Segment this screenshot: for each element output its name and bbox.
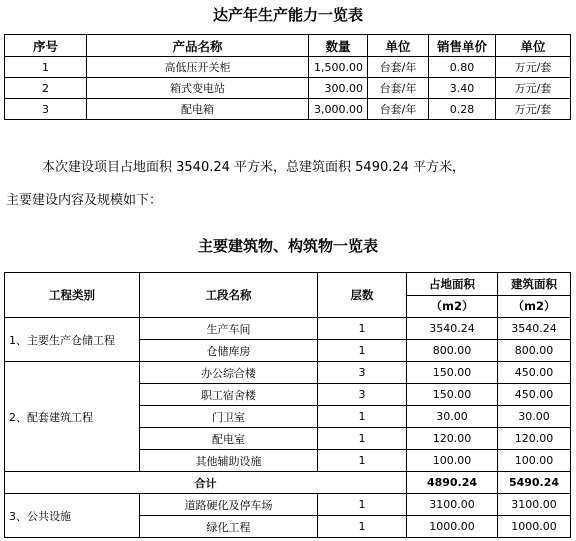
table-row bbox=[5, 494, 571, 516]
cell-build-area: 450.00 bbox=[498, 362, 571, 384]
cell-section-name: 生产车间 bbox=[140, 318, 318, 340]
cell-land-area: 150.00 bbox=[407, 384, 498, 406]
table-row bbox=[5, 57, 571, 78]
cell-build-area: 30.00 bbox=[498, 406, 571, 428]
cell-section-name: 绿化工程 bbox=[140, 516, 318, 538]
cell-build-area: 100.00 bbox=[498, 450, 571, 472]
cell-quantity: 3,000.00 bbox=[309, 99, 368, 120]
cell-index: 1 bbox=[5, 57, 87, 78]
cell-floors: 1 bbox=[318, 340, 407, 362]
header-build-area: 建筑面积 bbox=[498, 273, 571, 296]
header-price-unit: 单位 bbox=[496, 35, 571, 57]
table1-title: 达产年生产能力一览表 bbox=[212, 6, 363, 24]
cell-unit: 台套/年 bbox=[368, 78, 429, 99]
header-build-area-unit: （m2） bbox=[498, 295, 571, 318]
cell-section-name: 其他辅助设施 bbox=[140, 450, 318, 472]
cell-land-area: 30.00 bbox=[407, 406, 498, 428]
header-category: 工程类别 bbox=[5, 273, 140, 318]
cell-unit: 台套/年 bbox=[368, 99, 429, 120]
cell-land-area: 1000.00 bbox=[407, 516, 498, 538]
cell-unit: 台套/年 bbox=[368, 57, 429, 78]
cell-section-name: 办公综合楼 bbox=[140, 362, 318, 384]
subtotal-row bbox=[5, 472, 571, 494]
cell-land-area: 800.00 bbox=[407, 340, 498, 362]
header-floors: 层数 bbox=[318, 273, 407, 318]
cell-index: 3 bbox=[5, 99, 87, 120]
header-quantity: 数量 bbox=[309, 35, 368, 57]
cell-land-area: 3540.24 bbox=[407, 318, 498, 340]
table-row bbox=[5, 318, 571, 340]
table-row bbox=[5, 362, 571, 384]
cell-build-area: 800.00 bbox=[498, 340, 571, 362]
cell-section-name: 配电室 bbox=[140, 428, 318, 450]
cell-index: 2 bbox=[5, 78, 87, 99]
cell-section-name: 仓储库房 bbox=[140, 340, 318, 362]
header-product-name: 产品名称 bbox=[87, 35, 309, 57]
cell-land-area: 120.00 bbox=[407, 428, 498, 450]
cell-floors: 1 bbox=[318, 318, 407, 340]
header-unit-price: 销售单价 bbox=[429, 35, 496, 57]
cell-floors: 3 bbox=[318, 384, 407, 406]
production-capacity-table bbox=[4, 34, 571, 120]
cell-price-unit: 万元/套 bbox=[496, 78, 571, 99]
header-unit: 单位 bbox=[368, 35, 429, 57]
paragraph-line-2: 主要建设内容及规模如下： bbox=[6, 193, 163, 208]
cell-unit-price: 0.28 bbox=[429, 99, 496, 120]
cell-price-unit: 万元/套 bbox=[496, 99, 571, 120]
cell-land-area: 100.00 bbox=[407, 450, 498, 472]
cell-land-area: 3100.00 bbox=[407, 494, 498, 516]
subtotal-build-area: 5490.24 bbox=[498, 472, 571, 494]
cell-section-name: 职工宿舍楼 bbox=[140, 384, 318, 406]
cell-build-area: 3100.00 bbox=[498, 494, 571, 516]
cell-floors: 3 bbox=[318, 362, 407, 384]
cell-quantity: 1,500.00 bbox=[309, 57, 368, 78]
header-index: 序号 bbox=[5, 35, 87, 57]
subtotal-label: 合计 bbox=[5, 472, 407, 494]
cell-section-name: 道路硬化及停车场 bbox=[140, 494, 318, 516]
paragraph-line-1: 本次建设项目占地面积 3540.24 平方米，总建筑面积 5490.24 平方米， bbox=[42, 160, 466, 175]
cell-build-area: 120.00 bbox=[498, 428, 571, 450]
cell-build-area: 1000.00 bbox=[498, 516, 571, 538]
header-section-name: 工段名称 bbox=[140, 273, 318, 318]
buildings-table bbox=[4, 272, 571, 538]
table-row bbox=[5, 78, 571, 99]
table-header-row bbox=[5, 273, 571, 296]
cell-product-name: 高低压开关柜 bbox=[87, 57, 309, 78]
cell-section-name: 门卫室 bbox=[140, 406, 318, 428]
cell-floors: 1 bbox=[318, 406, 407, 428]
cell-quantity: 300.00 bbox=[309, 78, 368, 99]
cell-build-area: 450.00 bbox=[498, 384, 571, 406]
cell-build-area: 3540.24 bbox=[498, 318, 571, 340]
table-header-row bbox=[5, 35, 571, 57]
cell-floors: 1 bbox=[318, 516, 407, 538]
cell-floors: 1 bbox=[318, 428, 407, 450]
cell-floors: 1 bbox=[318, 494, 407, 516]
cell-unit-price: 3.40 bbox=[429, 78, 496, 99]
header-land-area: 占地面积 bbox=[407, 273, 498, 296]
cell-floors: 1 bbox=[318, 450, 407, 472]
cell-price-unit: 万元/套 bbox=[496, 57, 571, 78]
cell-product-name: 配电箱 bbox=[87, 99, 309, 120]
cell-category: 3、公共设施 bbox=[5, 494, 140, 538]
cell-category: 2、配套建筑工程 bbox=[5, 362, 140, 472]
subtotal-land-area: 4890.24 bbox=[407, 472, 498, 494]
cell-product-name: 箱式变电站 bbox=[87, 78, 309, 99]
header-land-area-unit: （m2） bbox=[407, 295, 498, 318]
table2-title: 主要建筑物、构筑物一览表 bbox=[197, 237, 378, 255]
table-row bbox=[5, 99, 571, 120]
cell-land-area: 150.00 bbox=[407, 362, 498, 384]
cell-category: 1、主要生产仓储工程 bbox=[5, 318, 140, 362]
cell-unit-price: 0.80 bbox=[429, 57, 496, 78]
